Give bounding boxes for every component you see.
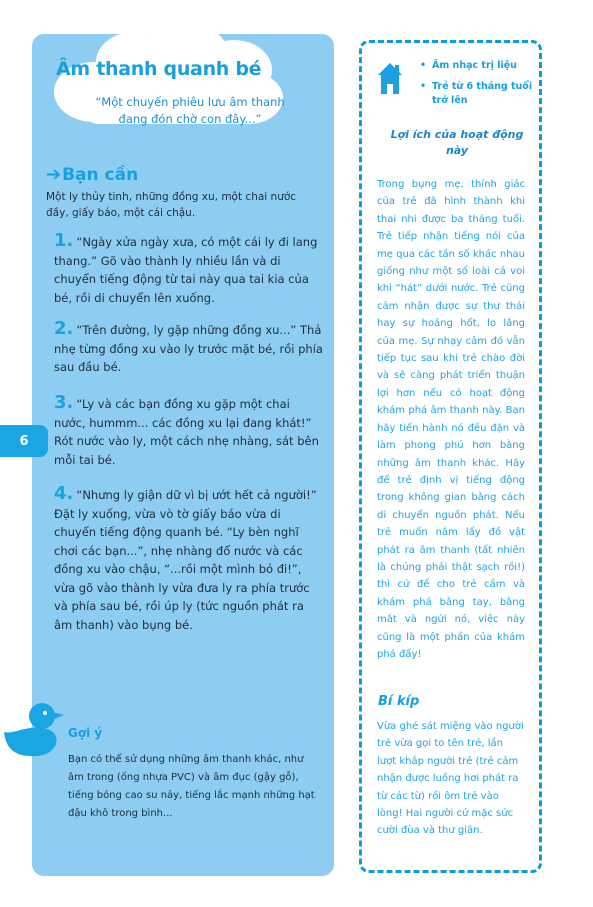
page-subtitle: “Một chuyến phiêu lưu âm thanh đang đón chờ con đây...” <box>95 95 285 126</box>
page-number-tab <box>0 425 48 457</box>
step-1 <box>54 232 324 307</box>
tip-text: Bạn có thể sử dụng những âm thanh khác, như âm trong (ống nhựa PVC) và âm đục (gậy gỗ), tiếng bóng cao su nảy, tiếng lắc mạnh những hạt đậu khô trong bình... <box>68 754 315 819</box>
secret-text: Vừa ghé sát miệng vào người trẻ vừa gọi to tên trẻ, lần lượt khắp người trẻ (trẻ cảm nhận được luồng hơi phát ra từ các từ) rồi ôm trẻ vào lòng! Hai người cứ mặc sức cười đùa và thư giãn. <box>377 721 524 837</box>
step-text: “Nhưng ly giận dữ vì bị ướt hết cả người!” Đặt ly xuống, vừa vò tờ giấy báo vừa di chuyển tiếng động quanh bé. “Ly bèn nghĩ chơi các bạn...”, nhẹ nhàng đổ nước và các đồng xu vào chậu, “...rồi một mình bỏ đi!”, vừa gõ vào thành ly vừa đưa ly ra phía trước và phía sau bé, rồi úp ly (tức nguồn phát ra âm thanh) vào bụng bé. <box>54 488 317 632</box>
step-2 <box>54 320 324 377</box>
step-text: “Trên đường, ly gặp những đồng xu...” Thả nhẹ từng đồng xu vào ly trước mặt bé, rồi phía sau đầu bé. <box>54 323 323 374</box>
secret-heading: Bí kíp <box>378 694 420 709</box>
tip-heading: Gợi ý <box>68 726 103 740</box>
step-3 <box>54 394 324 469</box>
meta-item-category: • Âm nhạc trị liệu <box>418 59 544 73</box>
meta-item-age: • Trẻ từ 6 tháng tuổi trở lên <box>418 80 544 108</box>
step-text: “Ngày xửa ngày xưa, có một cái ly đi lang thang.” Gõ vào thành ly nhiều lần và di chuyển tiếng động từ tai này qua tai kia của bé, rồi di chuyển lên xuống. <box>54 235 318 305</box>
step-number: 1. <box>54 230 74 251</box>
step-number: 4. <box>54 483 74 504</box>
needs-heading-label: Bạn cần <box>62 164 139 185</box>
step-text: “Ly và các bạn đồng xu gặp một chai nước, hummm... các đồng xu lại đang khát!” Rót nước vào ly, một cách nhẹ nhàng, sát bên mỗi tai bé. <box>54 397 319 467</box>
benefit-text: Trong bụng mẹ, thính giác của trẻ đã hình thành khi thai nhi được ba tháng tuổi. Trẻ tiếp nhận tiếng nói của mẹ qua các tần số khác nhau giống như một số loài cá voi khi “hát” dưới nước. Trẻ cũng cảm nhận được sự thư thái hay sự hoảng hốt, lo lắng của mẹ. Sự nhạy cảm đó vẫn tiếp tục sau khi trẻ chào đời và sẽ càng phát triển thuận lợi hơn nếu có hoạt động khám phá âm thanh này. Bạn hãy tiến hành nó đều đặn và làm phong phú hơn bằng những âm thanh khác. Hãy để trẻ định vị tiếng động trong không gian bằng cách di chuyển nguồn phát. Nếu trẻ muốn nắm lấy đồ vật phát ra âm thanh (tất nhiên là chúng phải thật sạch rồi!) thì cứ để cho trẻ cầm và khám phá bằng tay, bằng mắt và ngửi nó, việc này cũng là một phần của khám phá đấy! <box>377 179 525 660</box>
house-icon <box>378 62 402 94</box>
page-title: Âm thanh quanh bé <box>56 58 262 80</box>
activity-meta-list <box>418 59 544 115</box>
page-number: 6 <box>19 433 29 449</box>
arrow-right-icon: ➔ <box>46 164 62 185</box>
needs-heading <box>46 164 138 185</box>
benefit-heading: Lợi ích của hoạt động này <box>390 128 524 157</box>
needs-text: Một ly thủy tinh, những đồng xu, một chai nước đầy, giấy báo, một cái chậu. <box>46 191 297 219</box>
step-number: 3. <box>54 392 74 413</box>
duck-icon <box>2 700 66 760</box>
step-4 <box>54 485 324 634</box>
step-number: 2. <box>54 318 74 339</box>
